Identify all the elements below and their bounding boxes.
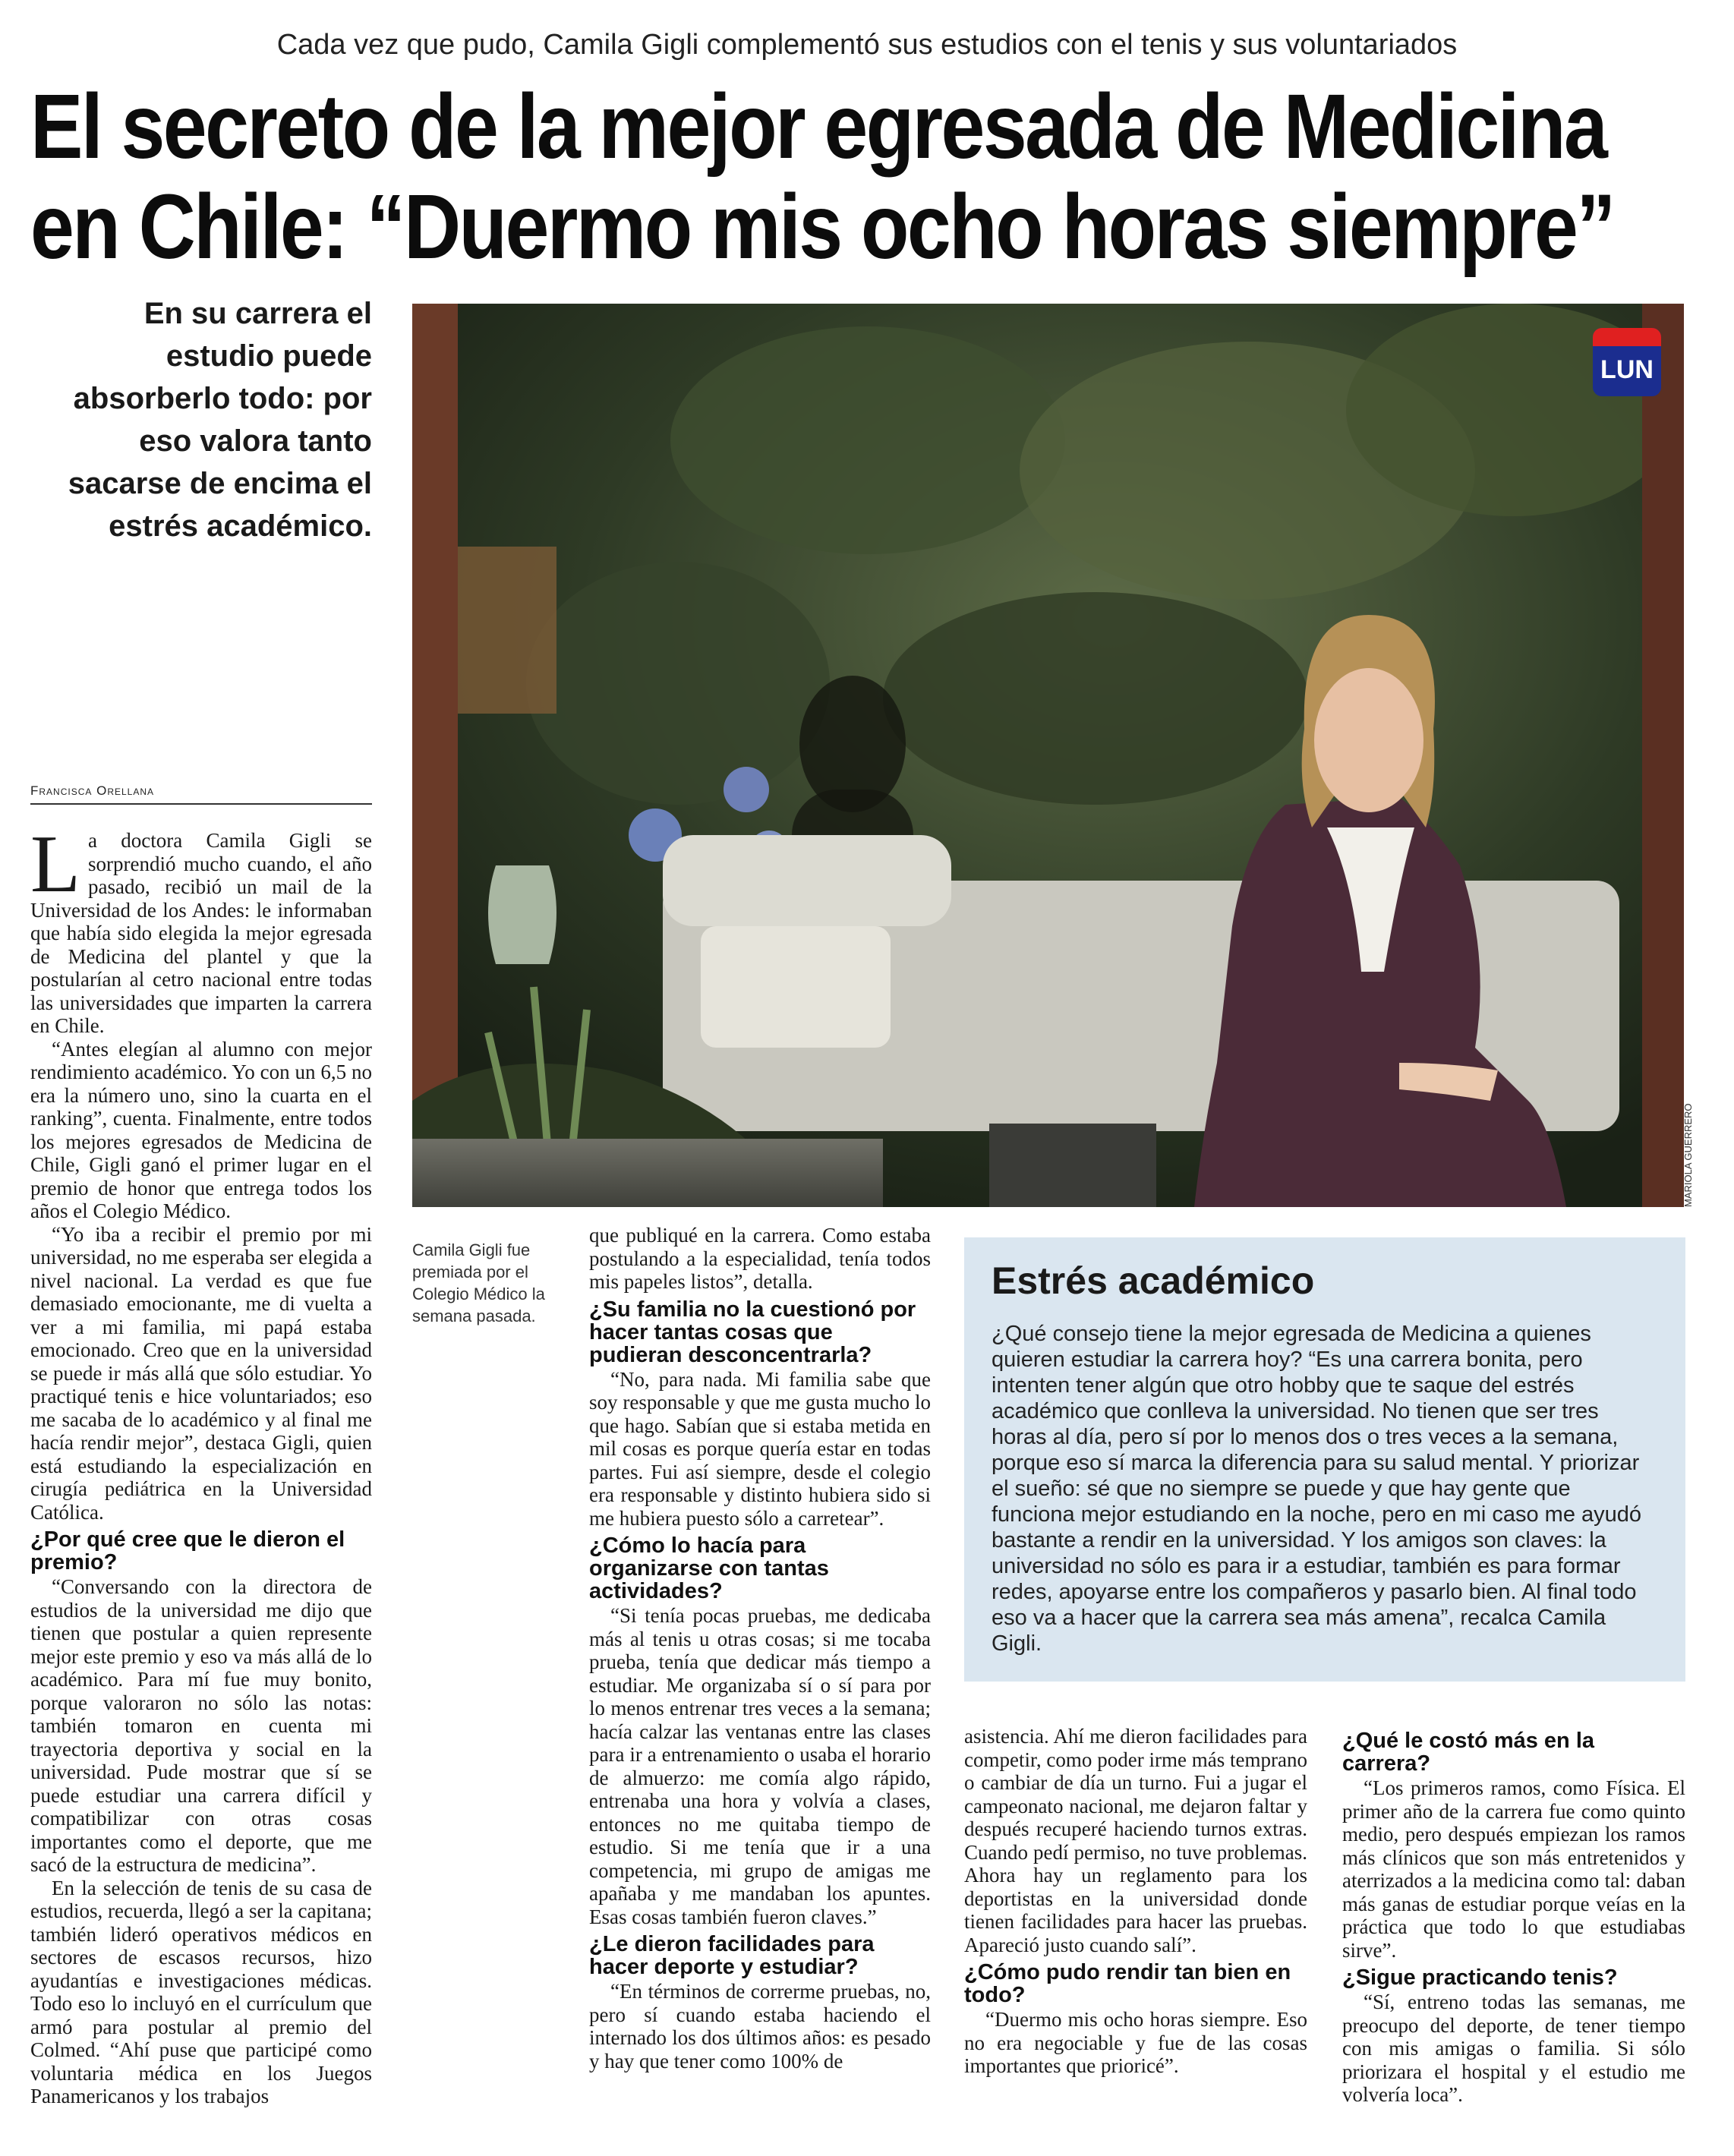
article-column-2 xyxy=(589,1224,931,2072)
paragraph xyxy=(30,819,372,1038)
paragraph: asistencia. Ahí me dieron facilidades para competir, como poder irme más temprano o cambiar de día un turno. Fui a jugar el campeonato nacional, me dejaron faltar y después recuperé haciendo turnos extras. Cuando pedí permiso, no tuve problemas. Ahora hay un reglamento para los deportistas en la universidad donde tienen facilidades para hacer las pruebas. Apareció justo cuando salí”. xyxy=(964,1725,1307,1956)
paragraph: “Antes elegían al alumno con mejor rendimiento académico. Yo con un 6,5 no era la número uno, sino la cuarta en el ranking”, cuenta. Finalmente, entre todos los mejores egresados de Medicina de Chile, Gigli ganó el primer lugar en el premio de honor que entrega todos los años el Colegio Médico. xyxy=(30,1037,372,1222)
sidebar-body: ¿Qué consejo tiene la mejor egresada de Medicina a quienes quieren estudiar la carrera hoy? “Es una carrera bonita, pero intenten tener algún que otro hobby que te saque del estrés académico que conlleva la universidad. No tienen que ser tres horas al día, pero sí por lo menos dos o tres veces a la semana, porque eso sí marca la diferencia para su salud mental. Y priorizar el sueño: sé que no siempre se puede y que hay gente que funciona mejor estudiando en la noche, pero en mi caso me ayudó bastante a rendir en la universidad. Y los amigos son claves: la universidad no sólo es para ir a estudiar, también es para formar redes, apoyarse entre los compañeros y pasarlo bien. Al final todo eso va a hacer que la carrera sea más amena”, recalca Camila Gigli. xyxy=(992,1322,1642,1656)
lun-logo-mark xyxy=(1593,328,1661,396)
article-column-3 xyxy=(964,1725,1307,2078)
photo-caption: Camila Gigli fue premiada por el Colegio Médico la semana pasada. xyxy=(412,1240,545,1325)
headline xyxy=(30,74,1614,278)
paragraph: “Sí, entreno todas las semanas, me preocupo del deporte, de tener tiempo con mis amigas o familia. Si sólo priorizara el hospital y el estudio me volvería loca”. xyxy=(1342,1991,1685,2106)
paragraph: “Si tenía pocas pruebas, me dedicaba más al tenis u otras cosas; si me tocaba prueba, tenía que dedicar más tiempo a estudiar. Me organizaba sí o sí para por lo menos entrenar tres veces a la semana; hacía calzar las ventanas entre las clases para ir a entrenamiento o usaba el horario de almuerzo: me comía algo rápido, entrenaba una hora y volvía a clases, entonces no me quitaba tiempo de estudio. Si me tenía que ir a una competencia, mi grupo de amigas me apañaba y me mandaban los apuntes. Esas cosas también fueron claves.” xyxy=(589,1604,931,1928)
paragraph-text: a doctora Camila Gigli se sorprendió mucho cuando, el año pasado, recibió un mail de la Universidad de los Andes: le informaban que había sido elegida la mejor egresada de Medicina del plantel y que la postularían al cetro nacional entre todas las universidades que imparten la carrera en Chile. xyxy=(30,829,372,1037)
paragraph: que publiqué en la carrera. Como estaba postulando a la especialidad, tenía todos mis papeles listos”, detalla. xyxy=(589,1224,931,1293)
photo-illustration xyxy=(412,304,1684,1207)
lun-logo xyxy=(1593,328,1661,396)
photo-credit xyxy=(1682,1078,1698,1207)
article-column-4 xyxy=(1342,1725,1685,2107)
byline: Francisca Orellana xyxy=(30,783,372,805)
article-photo xyxy=(412,304,1684,1207)
drop-cap: L xyxy=(30,819,80,909)
paragraph: “En términos de correrme pruebas, no, pero sí cuando estaba haciendo el internado los dos últimos años: es pesado y hay que tener como 100% de xyxy=(589,1980,931,2072)
question-heading: ¿Qué le costó más en la carrera? xyxy=(1342,1729,1594,1776)
photo-credit-text: MARIOLA GUERRERO xyxy=(1682,1103,1694,1207)
headline-line-2: en Chile: “Duermo mis ocho horas siempre” xyxy=(30,175,1614,278)
lun-logo-text: LUN xyxy=(1600,355,1654,384)
paragraph: “Yo iba a recibir el premio por mi universidad, no me esperaba ser elegida a nivel nacional. La verdad es que fue demasiado emocionante, me di vuelta a ver a mi familia, mi papá estaba emocionado. Creo que en la universidad se puede ir más allá que sólo estudiar. Yo practiqué tenis e hice voluntariados; eso me sacaba de lo académico y al final me hacía rendir mejor”, destaca Gigli, quien está estudiando la especialización en cirugía pediátrica en la Universidad Católica. xyxy=(30,1222,372,1524)
paragraph: “No, para nada. Mi familia sabe que soy responsable y que me gusta mucho lo que hago. Sabían que si estaba metida en mil cosas es porque quería estar en todas partes. Fui así siempre, desde el colegio era responsable y distinto hubiera sido si me hubiera puesto sólo a carretear”. xyxy=(589,1367,931,1530)
paragraph: “Conversando con la directora de estudios de la universidad me dijo que tienen que postular a quien represente mejor este premio y eso va más allá de lo académico. Para mí fue muy bonito, porque valoraron no sólo las notas: también tomaron en cuenta mi trayectoria deportiva y social en la universidad. Pude mostrar que sí se puede estudiar una carrera difícil y compatibilizar con otras cosas importantes como el deporte, que me sacó de la estructura de medicina”. xyxy=(30,1575,372,1876)
question-heading: ¿Por qué cree que le dieron el premio? xyxy=(30,1527,345,1574)
question-heading: ¿Sigue practicando tenis? xyxy=(1342,1965,1618,1990)
sidebar-box xyxy=(964,1237,1685,1682)
headline-line-1: El secreto de la mejor egresada de Medicina xyxy=(30,74,1606,178)
paragraph: “Duermo mis ocho horas siempre. Eso no era negociable y fue de las cosas importantes que prioricé”. xyxy=(964,2008,1307,2077)
paragraph: “Los primeros ramos, como Física. El primer año de la carrera fue como quinto medio, pero después empiezan los ramos más clínicos que son más entretenidos y aterrizados a la medicina como tal: daban más ganas de estudiar porque veías en la práctica que todo lo que estudiabas sirve”. xyxy=(1342,1776,1685,1962)
question-heading: ¿Cómo pudo rendir tan bien en todo? xyxy=(964,1960,1291,2007)
sidebar-title: Estrés académico xyxy=(992,1259,1315,1302)
article-column-1 xyxy=(30,819,372,2108)
question-heading: ¿Su familia no la cuestionó por hacer tantas cosas que pudieran desconcentrarla? xyxy=(589,1297,916,1367)
question-heading: ¿Le dieron facilidades para hacer deporte y estudiar? xyxy=(589,1932,875,1979)
lede: En su carrera el estudio puede absorberlo todo: por eso valora tanto sacarse de encima el estrés académico. xyxy=(68,297,372,543)
kicker: Cada vez que pudo, Camila Gigli complementó sus estudios con el tenis y sus voluntariados xyxy=(276,29,1458,61)
question-heading: ¿Cómo lo hacía para organizarse con tantas actividades? xyxy=(589,1533,829,1603)
paragraph: En la selección de tenis de su casa de estudios, recuerda, llegó a ser la capitana; también lideró operativos médicos en sectores de escasos recursos, hizo ayudantías e investigaciones médicas. Todo eso lo incluyó en el currículum que armó para postular al premio del Colmed. “Ahí puse que participé como voluntaria médica en los Juegos Panamericanos y los trabajos xyxy=(30,1876,372,2107)
